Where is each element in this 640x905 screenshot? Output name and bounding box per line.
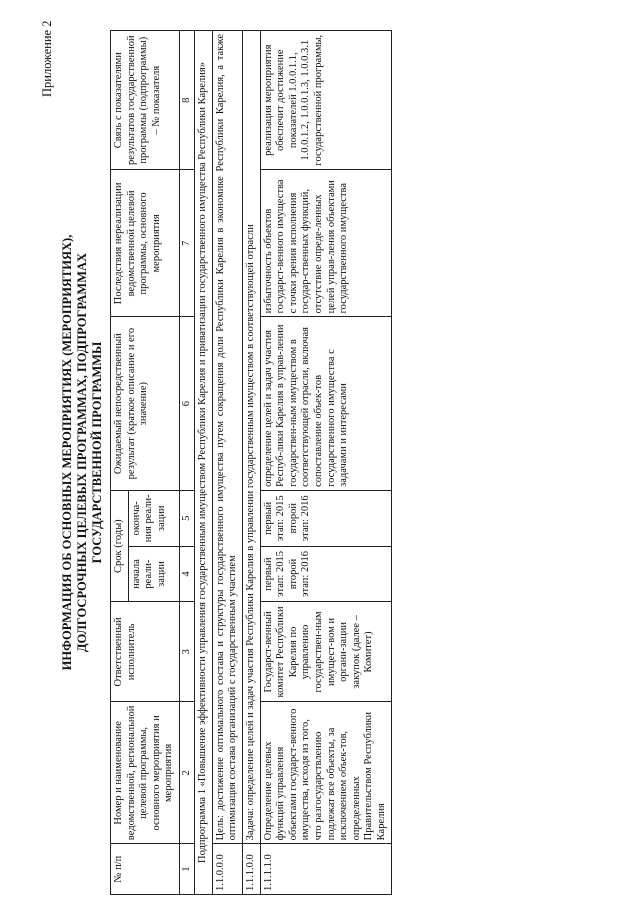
task-text: Задача: определение целей и задач участия Республики Карелия в управлении государственным имуществом в соответствующей отрасли [242,31,260,844]
header-term: Срок (годы) [111,490,129,601]
row-code: 1.1.1.1.0 [260,844,391,895]
task-row [242,31,260,895]
column-number: 8 [179,31,195,170]
column-number: 3 [179,602,195,702]
goal-code: 1.1.0.0.0 [212,844,242,895]
column-number-row [179,31,195,895]
column-number: 4 [179,546,195,602]
column-number: 7 [179,170,195,317]
column-number: 5 [179,490,195,546]
appendix-label: Приложение 2 [40,20,54,97]
subprogram-row [195,31,213,895]
title-line: ГОСУДАРСТВЕННОЙ ПРОГРАММЫ [90,341,104,564]
row-consequences: избыточность объектов государст-венного имущества с точки зрения исполнения государ-ственных функций, отсутствие опреде-ленных целей управ-ления объектами государственного имущества [260,170,391,317]
document-title [60,0,105,905]
task-code: 1.1.1.0.0 [242,844,260,895]
row-end: первый этап: 2015 второй этап: 2016 [260,490,391,546]
header-num: № п/п [111,844,180,895]
header-name: Номер и наименование ведомственной, региональной целевой программы, основного мероприятия и мероприятия [111,702,180,844]
header-start: начала реали-зации [128,546,179,602]
title-line: ИНФОРМАЦИЯ ОБ ОСНОВНЫХ МЕРОПРИЯТИЯХ (МЕРОПРИЯТИЯХ), [60,234,74,671]
header-result: Ожидаемый непосредственный результат (краткое описание и его значение) [111,317,180,491]
header-link: Связь с показателями результатов государственной программы (подпрограммы) – № показателя [111,31,180,170]
title-line: ДОЛГОСРОЧНЫХ ЦЕЛЕВЫХ ПРОГРАММАХ, ПОДПРОГРАММАХ [75,252,89,653]
row-name: Определение целевых функций управления объектами государст-венного имущества, исходя из того, что разгосударствлению подлежат все объекты, за исключением объек-тов, определенных Правительством Республики Карелия [260,702,391,844]
row-link: реализация мероприятия обеспечит достижение показателей 1.0.0.1.1, 1.0.0.1.2, 1.0.0.1.3, 1.0.0.3.1 государственной программы, [260,31,391,170]
column-number: 2 [179,702,195,844]
header-row [111,31,129,895]
goal-text: Цель: достижение оптимального состава и структуры государственного имущества путем сокращения доли Республики Карелия в экономике Республики Карелия, а также оптимизация состава организаций с государственным участием [212,31,242,844]
column-number: 6 [179,317,195,491]
row-start: первый этап: 2015 второй этап: 2016 [260,546,391,602]
goal-row [212,31,242,895]
column-number: 1 [179,844,195,895]
subprogram-title: Подпрограмма 1 «Повышение эффективности управления государственным имуществом Республики Карелия и приватизации государственного имущества Республики Карелия» [195,31,213,895]
header-executor: Ответственный исполнитель [111,602,180,702]
header-end: оконча-ния реали-зации [128,490,179,546]
row-result: определение целей и задач участия Респуб-лики Карелия в управ-лении государствен-ным имуществом в соответствующей отрасли, включая сопоставление объек-тов государственного имущества с задачами и интересами [260,317,391,491]
row-executor: Государст-венный комитет Республики Карелия по управлению государствен-ным имущест-вом и органи-зации закупок (далее – Комитет) [260,602,391,702]
measures-table [110,30,392,895]
table-row [260,31,391,895]
header-consequences: Последствия нереализации ведомственной целевой программы, основного мероприятия [111,170,180,317]
